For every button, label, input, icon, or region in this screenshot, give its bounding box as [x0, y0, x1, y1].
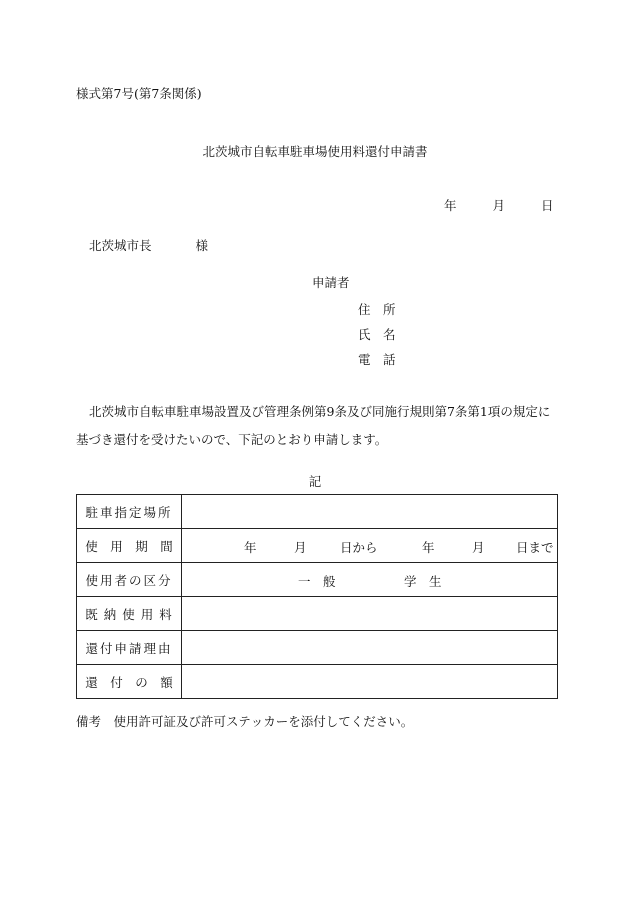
table-row: [77, 665, 558, 699]
details-table: [76, 494, 558, 699]
user-category-cell[interactable]: [182, 563, 558, 597]
paid-fee-cell[interactable]: [182, 597, 558, 631]
date-line: [444, 196, 553, 214]
category-student: 学 生: [404, 574, 442, 589]
date-day: 日: [540, 198, 554, 213]
applicant-label: 申請者: [312, 275, 350, 290]
period-month-end: 月: [472, 540, 485, 555]
row-label-refund-amount: 還 付 の 額: [77, 665, 182, 699]
category-general: 一 般: [298, 574, 336, 589]
document-title: 北茨城市自転車駐車場使用料還付申請書: [202, 144, 428, 159]
period-month-start: 月: [294, 540, 307, 555]
ki-heading: 記: [308, 474, 322, 489]
table-row: [77, 529, 558, 563]
table-row: [77, 495, 558, 529]
addressee-honorific: 様: [195, 238, 209, 253]
period-year-end: 年: [422, 540, 435, 555]
table-row: [77, 597, 558, 631]
row-label-refund-reason: 還付申請理由: [77, 631, 182, 665]
date-year: 年: [444, 198, 457, 213]
applicant-phone-label: 電 話: [358, 352, 396, 367]
row-label-usage-period: 使 用 期 間: [77, 529, 182, 563]
usage-period-cell[interactable]: [182, 529, 558, 563]
application-statement: 北茨城市自転車駐車場設置及び管理条例第9条及び同施行規則第7条第1項の規定に基づき還付を受けたいので、下記のとおり申請します。: [76, 404, 551, 447]
form-number: 様式第7号(第7条関係): [76, 86, 202, 101]
row-label-paid-fee: 既 納 使 用 料: [77, 597, 182, 631]
period-from: 日から: [340, 540, 378, 555]
table-row: [77, 563, 558, 597]
period-year-start: 年: [244, 540, 257, 555]
period-to: 日まで: [516, 540, 554, 555]
row-label-user-category: 使用者の区分: [77, 563, 182, 597]
table-row: [77, 631, 558, 665]
addressee-name: 北茨城市長: [89, 238, 152, 253]
applicant-address-label: 住 所: [358, 302, 396, 317]
addressee: [89, 236, 208, 254]
applicant-name-label: 氏 名: [358, 327, 396, 342]
row-label-parking-location: 駐車指定場所: [77, 495, 182, 529]
refund-reason-cell[interactable]: [182, 631, 558, 665]
date-month: 月: [492, 198, 505, 213]
parking-location-cell[interactable]: [182, 495, 558, 529]
remarks-note: 備考 使用許可証及び許可ステッカーを添付してください。: [76, 714, 414, 729]
refund-amount-cell[interactable]: [182, 665, 558, 699]
